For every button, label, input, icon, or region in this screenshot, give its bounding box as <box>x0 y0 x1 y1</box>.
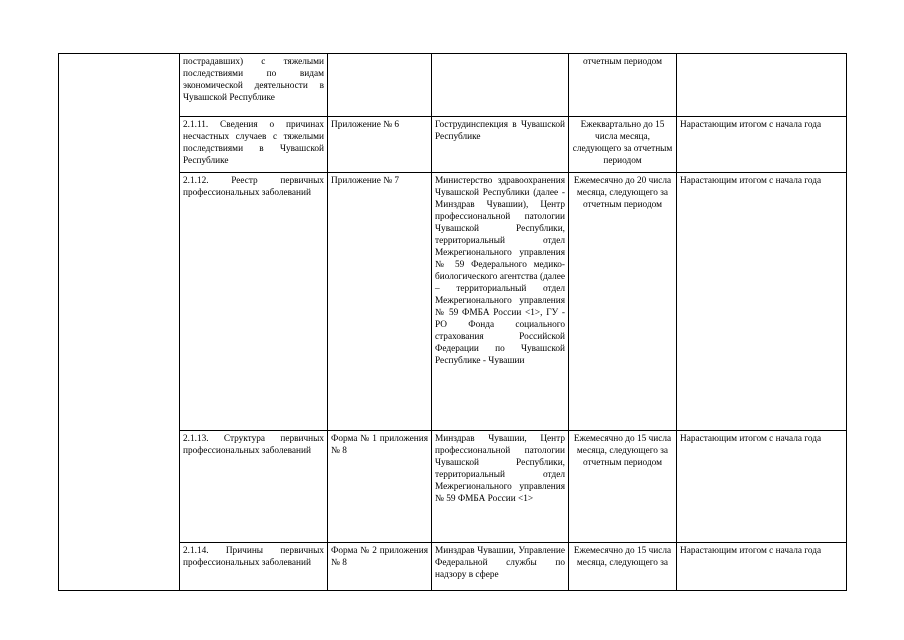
form-cell: Приложение № 7 <box>328 173 432 431</box>
deadline-cell: Ежемесячно до 15 числа месяца, следующего за отчетным периодом <box>569 431 677 543</box>
report-table <box>58 53 847 591</box>
indicator-cell: пострадавших) с тяжелыми последствиями по видам экономической деятельности в Чувашской Республике <box>180 54 328 117</box>
source-cell: Гострудинспекция в Чувашской Республике <box>432 117 569 173</box>
form-cell: Приложение № 6 <box>328 117 432 173</box>
indicator-cell: 2.1.11. Сведения о причинах несчастных случаев с тяжелыми последствиями в Чувашской Республике <box>180 117 328 173</box>
deadline-cell: отчетным периодом <box>569 54 677 117</box>
deadline-cell: Ежемесячно до 20 числа месяца, следующего за отчетным периодом <box>569 173 677 431</box>
source-cell: Минздрав Чувашии, Управление Федеральной службы по надзору в сфере <box>432 543 569 591</box>
form-cell <box>328 54 432 117</box>
period-cell: Нарастающим итогом с начала года <box>677 173 847 431</box>
period-cell: Нарастающим итогом с начала года <box>677 543 847 591</box>
form-cell: Форма № 1 приложения № 8 <box>328 431 432 543</box>
source-cell <box>432 54 569 117</box>
source-cell: Министерство здравоохранения Чувашской Республики (далее - Минздрав Чувашии), Центр профессиональной патологии Чувашской Республики, территориальный отдел Межрегионального управления № 59 Федерального медико-биологического агентства (далее – территориальный отдел Межрегионального управления № 59 ФМБА России <1>, ГУ - РО Фонда социального страхования Российской Федерации по Чувашской Республике - Чувашии <box>432 173 569 431</box>
indicator-cell: 2.1.12. Реестр первичных профессиональных заболеваний <box>180 173 328 431</box>
source-cell: Минздрав Чувашии, Центр профессиональной патологии Чувашской Республики, территориальный отдел Межрегионального управления № 59 ФМБА России <1> <box>432 431 569 543</box>
table-row <box>59 54 847 117</box>
period-cell: Нарастающим итогом с начала года <box>677 117 847 173</box>
form-cell: Форма № 2 приложения № 8 <box>328 543 432 591</box>
period-cell <box>677 54 847 117</box>
deadline-cell: Ежемесячно до 15 числа месяца, следующего за <box>569 543 677 591</box>
deadline-cell: Ежеквартально до 15 числа месяца, следующего за отчетным периодом <box>569 117 677 173</box>
period-cell: Нарастающим итогом с начала года <box>677 431 847 543</box>
empty-cell <box>59 54 180 591</box>
indicator-cell: 2.1.14. Причины первичных профессиональных заболеваний <box>180 543 328 591</box>
indicator-cell: 2.1.13. Структура первичных профессиональных заболеваний <box>180 431 328 543</box>
